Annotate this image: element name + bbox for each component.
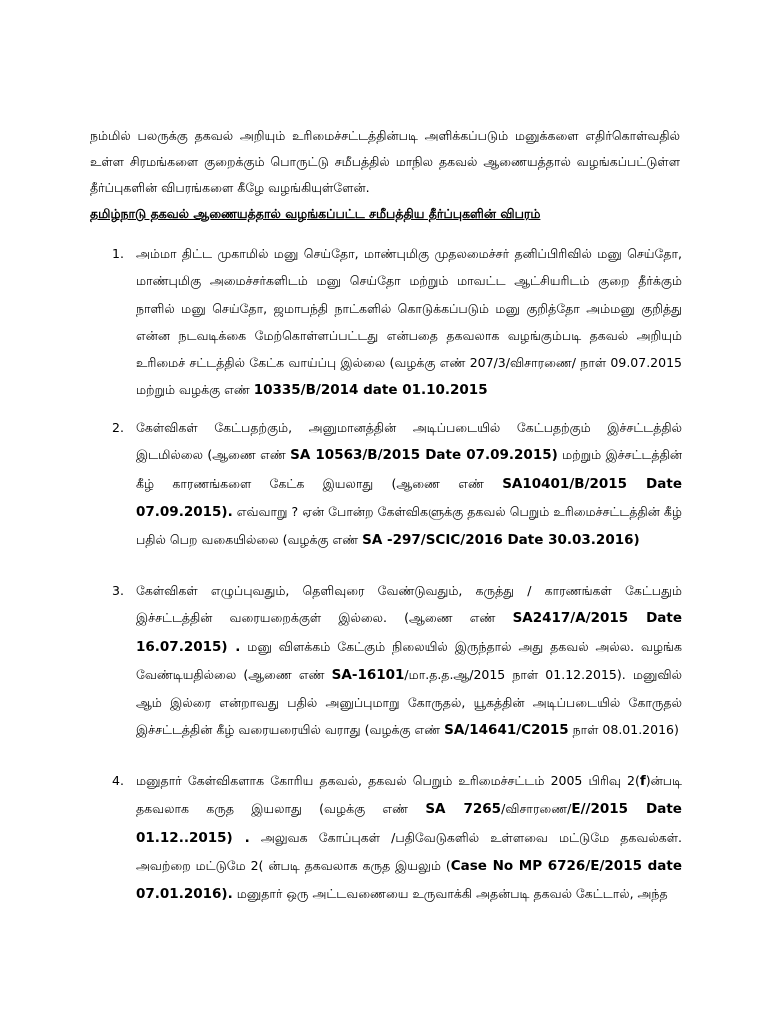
section-heading: தமிழ்நாடு தகவல் ஆணையத்தால் வழங்கப்பட்ட சமீபத்திய தீர்ப்புகளின் விபரம் — [90, 206, 541, 221]
item-text-part: மனுதார் கேள்விகளாக கோரிய தகவல், தகவல் பெறும் உரிமைச்சட்டம் 2005 பிரிவு 2( — [136, 773, 640, 788]
case-reference: Case No MP 6726/E/2015 date 07.01.2016). — [136, 857, 682, 903]
item-number: 2. — [112, 420, 124, 435]
item-text — [136, 414, 682, 554]
item-text-part: நாள் 08.01.2016) — [572, 722, 679, 738]
item-number: 4. — [112, 773, 124, 788]
item-number: 1. — [112, 246, 124, 261]
item-text-part: மனுதார் ஒரு அட்டவணையை உருவாக்கி அதன்படி தகவல் கேட்டால், அந்த — [236, 886, 668, 902]
item-number: 3. — [112, 583, 124, 598]
case-reference: SA -297/SCIC/2016 Date 30.03.2016) — [362, 532, 640, 549]
case-reference: SA 10563/B/2015 Date 07.09.2015) — [290, 447, 558, 464]
intro-paragraph: நம்மில் பலருக்கு தகவல் அறியும் உரிமைச்சட்டத்தின்படி அளிக்கப்படும் மனுக்களை எதிர்கொள்வதில் உள்ள சிரமங்களை குறைக்கும் பொருட்டு சமீபத்தில் மாநில தகவல் ஆணையத்தால் வழங்கப்பட்டுள்ள தீர்ப்புகளின் விபரங்களை கீழே வழங்கியுள்ளேன். — [90, 128, 680, 195]
item-text-part: மற்றும் இச்சட்டத்தின் கீழ் காரணங்களை கேட்க இயலாது (ஆணை எண் — [136, 447, 682, 491]
item-text-part: அம்மா திட்ட முகாமில் மனு செய்தோ, மாண்புமிகு முதலமைச்சர் தனிப்பிரிவில் மனு செய்தோ, மாண்புமிகு அமைச்சர்களிடம் மனு செய்தோ மற்றும் மாவட்ட ஆட்சியரிடம் குறை தீர்க்கும் நாளில் மனு செய்தோ, ஜமாபந்தி நாட்களில் கொடுக்கப்படும் மனு குறித்தோ அம்மனு குறித்து என்ன நடவடிக்கை மேற்கொள்ளப்பட்டது என்பதை தகவலாக வழங்கும்படி தகவல் அறியும் உரிமைச் சட்டத்தில் கேட்க வாய்ப்பு இல்லை (வழக்கு எண் 207/3/விசாரணை/ நாள் 09.07.2015 மற்றும் வழக்கு எண் — [136, 246, 682, 398]
item-text-part: எவ்வாறு ? ஏன் போன்ற கேள்விகளுக்கு தகவல் பெறும் உரிமைச்சட்டத்தின் கீழ் பதில் பெற வகையில்லை (வழக்கு எண் — [136, 503, 682, 548]
item-text-part: அலுவக கோப்புகள் /பதிவேடுகளில் உள்ளவை மட்டுமே தகவல்கள். அவற்றை மட்டுமே 2( ன்படி தகவலாக கருத இயலும் ( — [136, 829, 682, 873]
list-item — [112, 767, 682, 908]
item-text — [136, 767, 682, 908]
item-text-part: )ன்படி தகவலாக கருத இயலாது (வழக்கு எண் — [136, 773, 682, 817]
item-text-part: கேள்விகள் எழுப்புவதும், தெளிவுரை வேண்டுவதும், கருத்து / காரணங்கள் கேட்பதும் இச்சட்டத்தின் வரையறைக்குள் இல்லை. (ஆணை எண் — [136, 583, 682, 626]
list-item — [112, 240, 682, 405]
item-text-part: மனு விளக்கம் கேட்கும் நிலையில் இருந்தால் அது தகவல் அல்ல. வழங்க வேண்டியதில்லை (ஆணை எண் — [136, 638, 682, 682]
item-text-part: /விசாரணை/ — [501, 801, 572, 817]
item-text — [136, 577, 682, 745]
case-reference: SA/14641/C2015 — [444, 722, 569, 739]
case-reference: SA10401/B/2015 Date 07.09.2015). — [136, 475, 682, 520]
case-reference: SA2417/A/2015 Date 16.07.2015) . — [136, 610, 682, 655]
case-reference: E//2015 Date 01.12..2015) . — [136, 801, 682, 846]
item-text-part: கேள்விகள் கேட்பதற்கும், அனுமானத்தின் அடிப்படையில் கேட்பதற்கும் இச்சட்டத்தில் இடமில்லை (ஆணை எண் — [136, 420, 682, 463]
case-reference: SA-16101 — [331, 666, 405, 683]
item-text — [136, 240, 682, 405]
case-reference: f — [639, 773, 646, 789]
case-reference: 10335/B/2014 date 01.10.2015 — [253, 382, 488, 399]
item-text-part: /மா.த.த.ஆ/2015 நாள் 01.12.2015). மனுவில் ஆம் இல்ரை என்றாவது பதில் அனுப்புமாறு கோருதல், யூகத்தின் அடிப்படையில் கோருதல் இச்சட்டத்தின் கீழ் வரையரையில் வராது (வழக்கு எண் — [136, 666, 682, 738]
case-reference: SA 7265 — [425, 801, 502, 818]
list-item — [112, 577, 682, 745]
list-item — [112, 414, 682, 554]
